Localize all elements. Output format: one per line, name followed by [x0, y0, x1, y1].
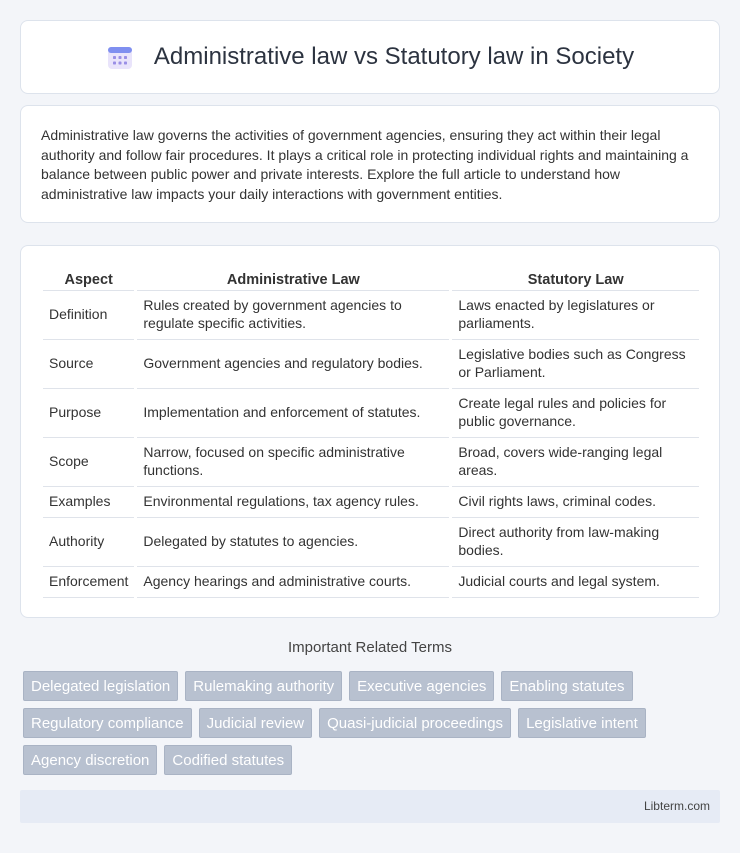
aspect-cell: Purpose [43, 388, 136, 437]
related-terms-list [23, 671, 723, 775]
table-row [43, 339, 699, 388]
administrative-cell: Narrow, focused on specific administrative functions. [136, 437, 451, 486]
footer-site-link[interactable]: Libterm.com [643, 799, 710, 813]
header-statutory-law: Statutory Law [451, 266, 699, 290]
related-term-tag[interactable]: Enabling statutes [501, 671, 632, 701]
aspect-cell: Enforcement [43, 566, 136, 597]
administrative-cell: Implementation and enforcement of statutes. [136, 388, 451, 437]
administrative-cell: Delegated by statutes to agencies. [136, 517, 451, 566]
table-header-row [43, 266, 699, 290]
administrative-cell: Government agencies and regulatory bodies. [136, 339, 451, 388]
aspect-cell: Authority [43, 517, 136, 566]
aspect-cell: Examples [43, 486, 136, 517]
intro-card [20, 105, 720, 223]
administrative-cell: Rules created by government agencies to regulate specific activities. [136, 290, 451, 339]
footer [20, 790, 720, 823]
table-row [43, 486, 699, 517]
administrative-cell: Environmental regulations, tax agency rules. [136, 486, 451, 517]
header-aspect: Aspect [43, 266, 136, 290]
related-terms-title: Important Related Terms [288, 639, 452, 656]
table-row [43, 437, 699, 486]
table-row [43, 517, 699, 566]
table-row [43, 388, 699, 437]
page-title: Administrative law vs Statutory law in Society [153, 43, 635, 70]
header-card [20, 20, 720, 94]
statutory-cell: Judicial courts and legal system. [451, 566, 699, 597]
statutory-cell: Broad, covers wide-ranging legal areas. [451, 437, 699, 486]
related-term-tag[interactable]: Agency discretion [23, 745, 157, 775]
header-administrative-law: Administrative Law [136, 266, 451, 290]
related-term-tag[interactable]: Rulemaking authority [185, 671, 342, 701]
related-term-tag[interactable]: Quasi-judicial proceedings [319, 708, 511, 738]
calendar-grid-icon [106, 43, 134, 71]
related-term-tag[interactable]: Legislative intent [518, 708, 646, 738]
related-term-tag[interactable]: Executive agencies [349, 671, 494, 701]
related-term-tag[interactable]: Codified statutes [164, 745, 292, 775]
administrative-cell: Agency hearings and administrative courts. [136, 566, 451, 597]
comparison-table [43, 266, 699, 598]
aspect-cell: Definition [43, 290, 136, 339]
table-row [43, 566, 699, 597]
statutory-cell: Legislative bodies such as Congress or Parliament. [451, 339, 699, 388]
related-term-tag[interactable]: Judicial review [199, 708, 313, 738]
statutory-cell: Laws enacted by legislatures or parliaments. [451, 290, 699, 339]
table-row [43, 290, 699, 339]
aspect-cell: Scope [43, 437, 136, 486]
aspect-cell: Source [43, 339, 136, 388]
statutory-cell: Create legal rules and policies for public governance. [451, 388, 699, 437]
related-term-tag[interactable]: Regulatory compliance [23, 708, 192, 738]
related-term-tag[interactable]: Delegated legislation [23, 671, 178, 701]
intro-text: Administrative law governs the activities of government agencies, ensuring they act within their legal authority and follow fair procedures. It plays a critical role in protecting individual rights and maintaining a balance between public power and private interests. Explore the full article to understand how administrative law impacts your daily interactions with government entities. [41, 127, 689, 202]
statutory-cell: Direct authority from law-making bodies. [451, 517, 699, 566]
comparison-card [20, 245, 720, 618]
statutory-cell: Civil rights laws, criminal codes. [451, 486, 699, 517]
